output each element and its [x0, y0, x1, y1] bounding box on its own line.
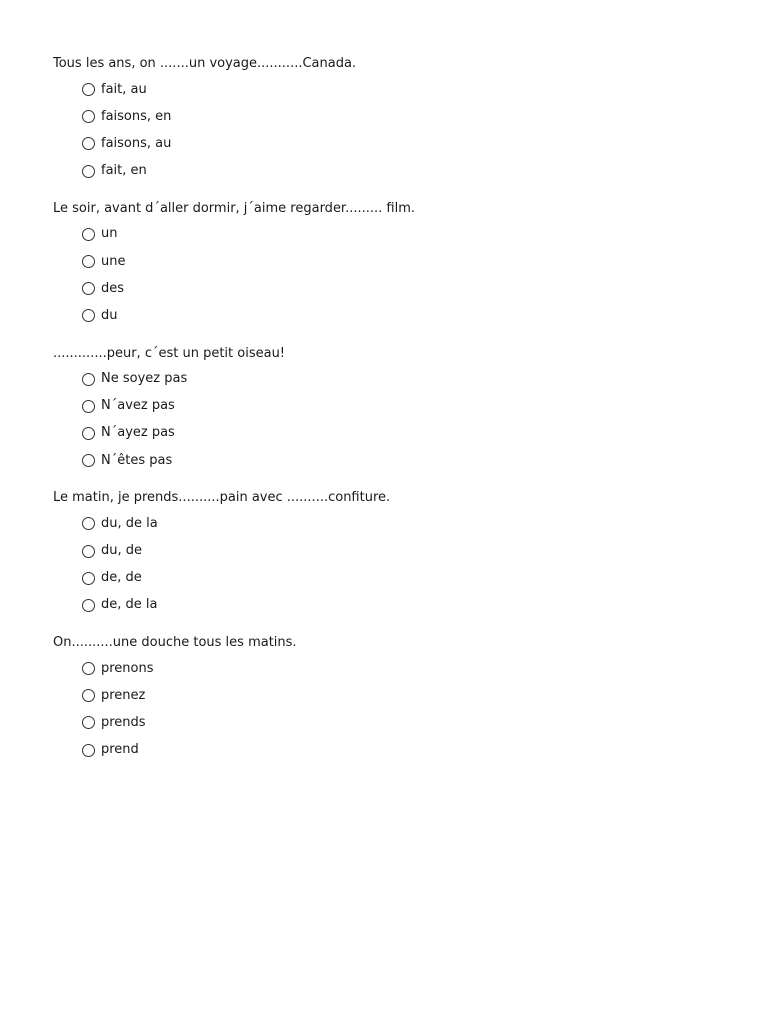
- radio-button[interactable]: [82, 110, 95, 123]
- answer-label: N´êtes pas: [101, 452, 173, 468]
- answer-label: du, de la: [101, 515, 158, 531]
- answer-option[interactable]: [82, 103, 733, 130]
- answer-option[interactable]: [82, 447, 733, 474]
- radio-button[interactable]: [82, 545, 95, 558]
- radio-button[interactable]: [82, 572, 95, 585]
- radio-button[interactable]: [82, 400, 95, 413]
- answer-label: faisons, au: [101, 135, 172, 151]
- question-text: On..........une douche tous les matins.: [53, 635, 297, 650]
- answer-label: du: [101, 307, 118, 323]
- radio-button[interactable]: [82, 255, 95, 268]
- answer-option[interactable]: [82, 510, 733, 537]
- answer-option[interactable]: [82, 393, 733, 420]
- answer-label: du, de: [101, 543, 143, 559]
- question-3: [53, 344, 733, 475]
- answer-label: faisons, en: [101, 108, 172, 124]
- answer-label: prends: [101, 714, 146, 730]
- quiz-form: [53, 54, 733, 778]
- radio-button[interactable]: [82, 137, 95, 150]
- question-2: [53, 199, 733, 330]
- answer-option[interactable]: [82, 537, 733, 564]
- answer-label: prend: [101, 742, 139, 758]
- answer-option[interactable]: [82, 275, 733, 302]
- radio-button[interactable]: [82, 454, 95, 467]
- question-text: Le soir, avant d´aller dormir, j´aime regarder......... film.: [53, 200, 416, 216]
- answer-option[interactable]: [82, 158, 733, 185]
- question-text: Le matin, je prends..........pain avec ..........confiture.: [53, 490, 391, 506]
- answer-option[interactable]: [82, 76, 733, 103]
- answer-option[interactable]: [82, 592, 733, 619]
- answer-option[interactable]: [82, 682, 733, 709]
- answer-label: Ne soyez pas: [101, 371, 188, 387]
- question-5: [53, 633, 733, 764]
- answer-label: une: [101, 253, 126, 269]
- radio-button[interactable]: [82, 427, 95, 440]
- answer-option[interactable]: [82, 248, 733, 275]
- question-text: .............peur, c´est un petit oiseau!: [53, 345, 286, 361]
- answer-label: de, de la: [101, 597, 158, 613]
- radio-button[interactable]: [82, 744, 95, 757]
- answer-label: N´avez pas: [101, 398, 175, 414]
- answer-label: des: [101, 280, 125, 296]
- radio-button[interactable]: [82, 228, 95, 241]
- radio-button[interactable]: [82, 599, 95, 612]
- answer-option[interactable]: [82, 655, 733, 682]
- radio-button[interactable]: [82, 282, 95, 295]
- answer-option[interactable]: [82, 709, 733, 736]
- answer-label: prenons: [101, 660, 154, 676]
- answer-option[interactable]: [82, 420, 733, 447]
- answer-option[interactable]: [82, 565, 733, 592]
- answer-label: prenez: [101, 687, 146, 703]
- answer-option[interactable]: [82, 302, 733, 329]
- answer-option[interactable]: [82, 366, 733, 393]
- answer-option[interactable]: [82, 130, 733, 157]
- answer-label: fait, en: [101, 163, 147, 179]
- radio-button[interactable]: [82, 309, 95, 322]
- radio-button[interactable]: [82, 689, 95, 702]
- question-text: Tous les ans, on .......un voyage...........Canada.: [53, 56, 357, 71]
- answer-label: un: [101, 226, 118, 242]
- radio-button[interactable]: [82, 83, 95, 96]
- answer-label: N´ayez pas: [101, 425, 175, 441]
- answer-option[interactable]: [82, 737, 733, 764]
- answer-option[interactable]: [82, 221, 733, 248]
- radio-button[interactable]: [82, 716, 95, 729]
- radio-button[interactable]: [82, 165, 95, 178]
- answer-label: de, de: [101, 570, 142, 586]
- radio-button[interactable]: [82, 662, 95, 675]
- question-1: [53, 54, 733, 185]
- radio-button[interactable]: [82, 517, 95, 530]
- answer-label: fait, au: [101, 81, 147, 97]
- radio-button[interactable]: [82, 373, 95, 386]
- question-4: [53, 488, 733, 619]
